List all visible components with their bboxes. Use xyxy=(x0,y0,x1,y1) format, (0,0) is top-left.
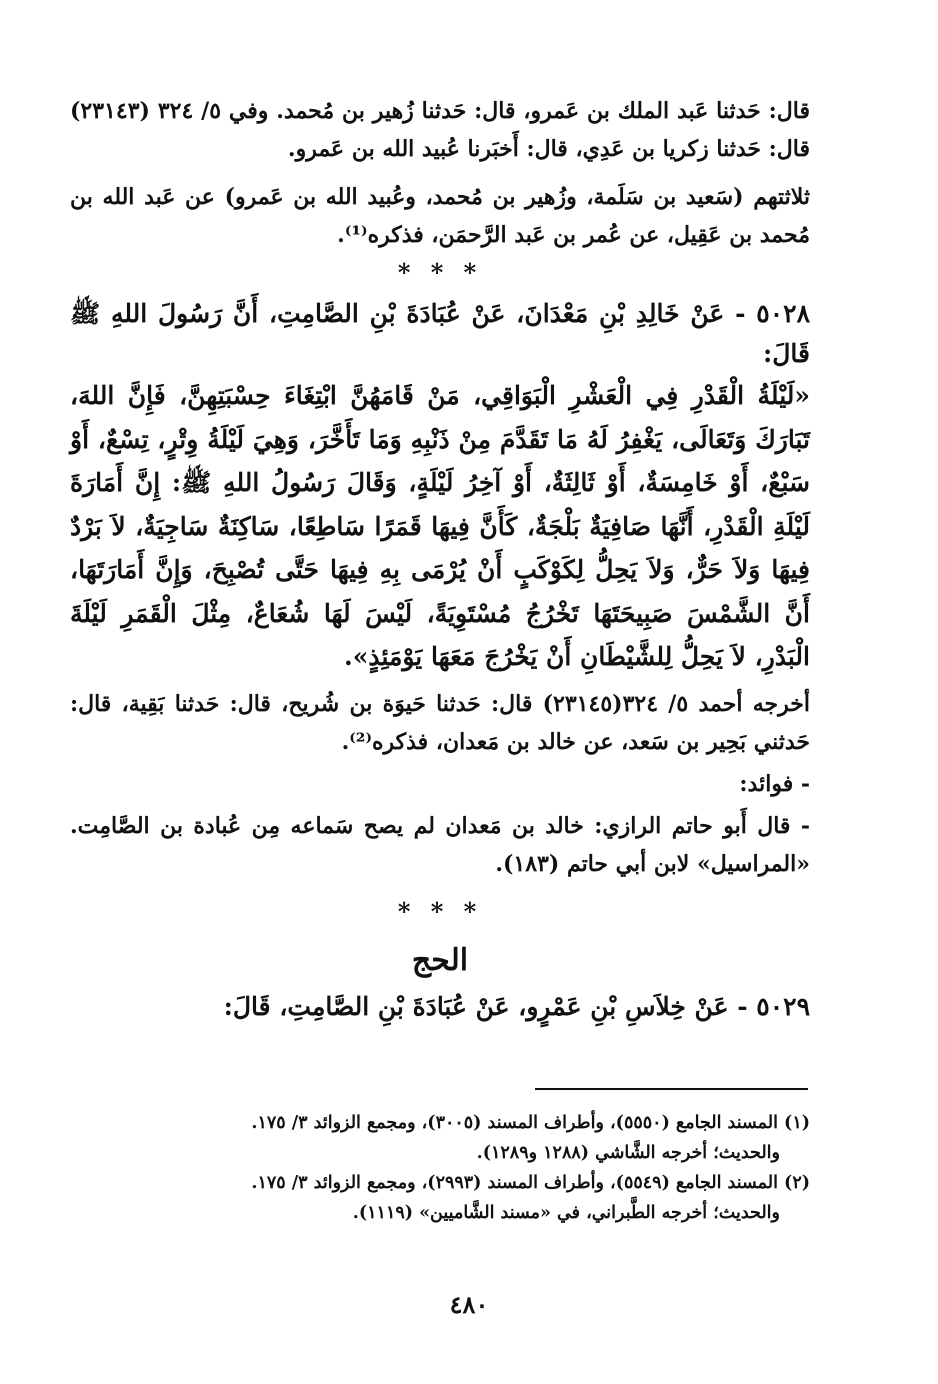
hadith-5028-heading: ٥٠٢٨ - عَنْ خَالِدِ بْنِ مَعْدَانَ، عَنْ عُبَادَةَ بْنِ الصَّامِتِ، أَنَّ رَسُولَ اللهِ ﷺ قَالَ: xyxy=(70,299,810,368)
section-separator: * * * xyxy=(397,258,483,287)
page-number: ٤٨٠ xyxy=(449,1290,489,1319)
intro-paragraph-1: قال: حَدثنا عَبد الملك بن عَمرو، قال: حَدثنا زُهير بن مُحمد. وفي ٥/ ٣٢٤ (٢٣١٤٣) قال: حَدثنا زكريا بن عَدِي، قال: أَخبَرنا عُبيد الله بن عَمرو. xyxy=(70,98,810,162)
intro-paragraph-2: ثلاثتهم (سَعيد بن سَلَمة، وزُهير بن مُحمد، وعُبيد الله بن عَمرو) عن عَبد الله بن مُحمد بن عَقِيل، عن عُمر بن عَبد الرَّحمَن، فذكره⁽¹⁾. xyxy=(70,184,810,248)
page-body xyxy=(70,92,810,1027)
footnote-divider xyxy=(535,1088,808,1090)
footnote-2-continuation: والحديث؛ أخرجه الطَّبراني، في «مسند الشَّاميين» (١١١٩). xyxy=(352,1203,780,1223)
footnote-2: (٢) المسند الجامع (٥٥٤٩)، وأطراف المسند (٢٩٩٣)، ومجمع الزوائد ٣/ ١٧٥. xyxy=(251,1173,810,1193)
section-title: الحج xyxy=(411,942,469,978)
footnote-1-continuation: والحديث؛ أخرجه الشَّاشي (١٢٨٨ و١٢٨٩). xyxy=(476,1143,780,1163)
fawaid-label: - فوائد: xyxy=(739,770,810,797)
fawaid-text: - قال أَبو حاتم الرازي: خالد بن مَعدان لم يصح سَماعه مِن عُبادة بن الصَّامِت. «المراسيل» لابن أبي حاتم (١٨٣). xyxy=(70,812,810,877)
hadith-5029-heading: ٥٠٢٩ - عَنْ خِلاَسِ بْنِ عَمْرٍو، عَنْ عُبَادَةَ بْنِ الصَّامِتِ، قَالَ: xyxy=(223,991,810,1021)
footnotes xyxy=(110,1108,810,1228)
hadith-5028-takhrij: أخرجه أحمد ٥/ ٣٢٤(٢٣١٤٥) قال: حَدثنا حَيوَة بن شُريح، قال: حَدثنا بَقِية، قال: حَدثني بَحِير بن سَعد، عن خالد بن مَعدان، فذكره⁽²⁾. xyxy=(70,690,811,755)
footnote-1: (١) المسند الجامع (٥٥٥٠)، وأطراف المسند (٣٠٠٥)، ومجمع الزوائد ٣/ ١٧٥. xyxy=(251,1113,810,1133)
hadith-5028-text: «لَيْلَةُ الْقَدْرِ فِي الْعَشْرِ الْبَوَاقِي، مَنْ قَامَهُنَّ ابْتِغَاءَ حِسْبَتِهِنَّ، فَإِنَّ اللهَ، تَبَارَكَ وَتَعَالَى، يَغْفِرُ لَهُ مَا تَقَدَّمَ مِنْ ذَنْبِهِ وَمَا تَأَخَّرَ، وَهِيَ لَيْلَةُ وِتْرٍ، تِسْعٌ، أَوْ سَبْعٌ، أَوْ خَامِسَةٌ، أَوْ ثَالِثَةٌ، أَوْ آخِرُ لَيْلَةٍ، وَقَالَ رَسُولُ اللهِ ﷺ: إِنَّ أَمَارَةَ لَيْلَةِ الْقَدْرِ، أَنَّهَا صَافِيَةٌ بَلْجَةٌ، كَأَنَّ فِيهَا قَمَرًا سَاطِعًا، سَاكِنَةٌ سَاجِيَةٌ، لاَ بَرْدٌ فِيهَا وَلاَ حَرٌّ، وَلاَ يَحِلُّ لِكَوْكَبٍ أَنْ يُرْمَى بِهِ فِيهَا حَتَّى تُصْبِحَ، وَإِنَّ أَمَارَتَهَا، أَنَّ الشَّمْسَ صَبِيحَتَهَا تَخْرُجُ مُسْتَوِيَةً، لَيْسَ لَهَا شُعَاعٌ، مِثْلَ الْقَمَرِ لَيْلَةَ الْبَدْرِ، لاَ يَحِلُّ لِلشَّيْطَانِ أَنْ يَخْرُجَ مَعَهَا يَوْمَئِذٍ». xyxy=(70,381,810,671)
section-separator-2: * * * xyxy=(397,896,483,926)
